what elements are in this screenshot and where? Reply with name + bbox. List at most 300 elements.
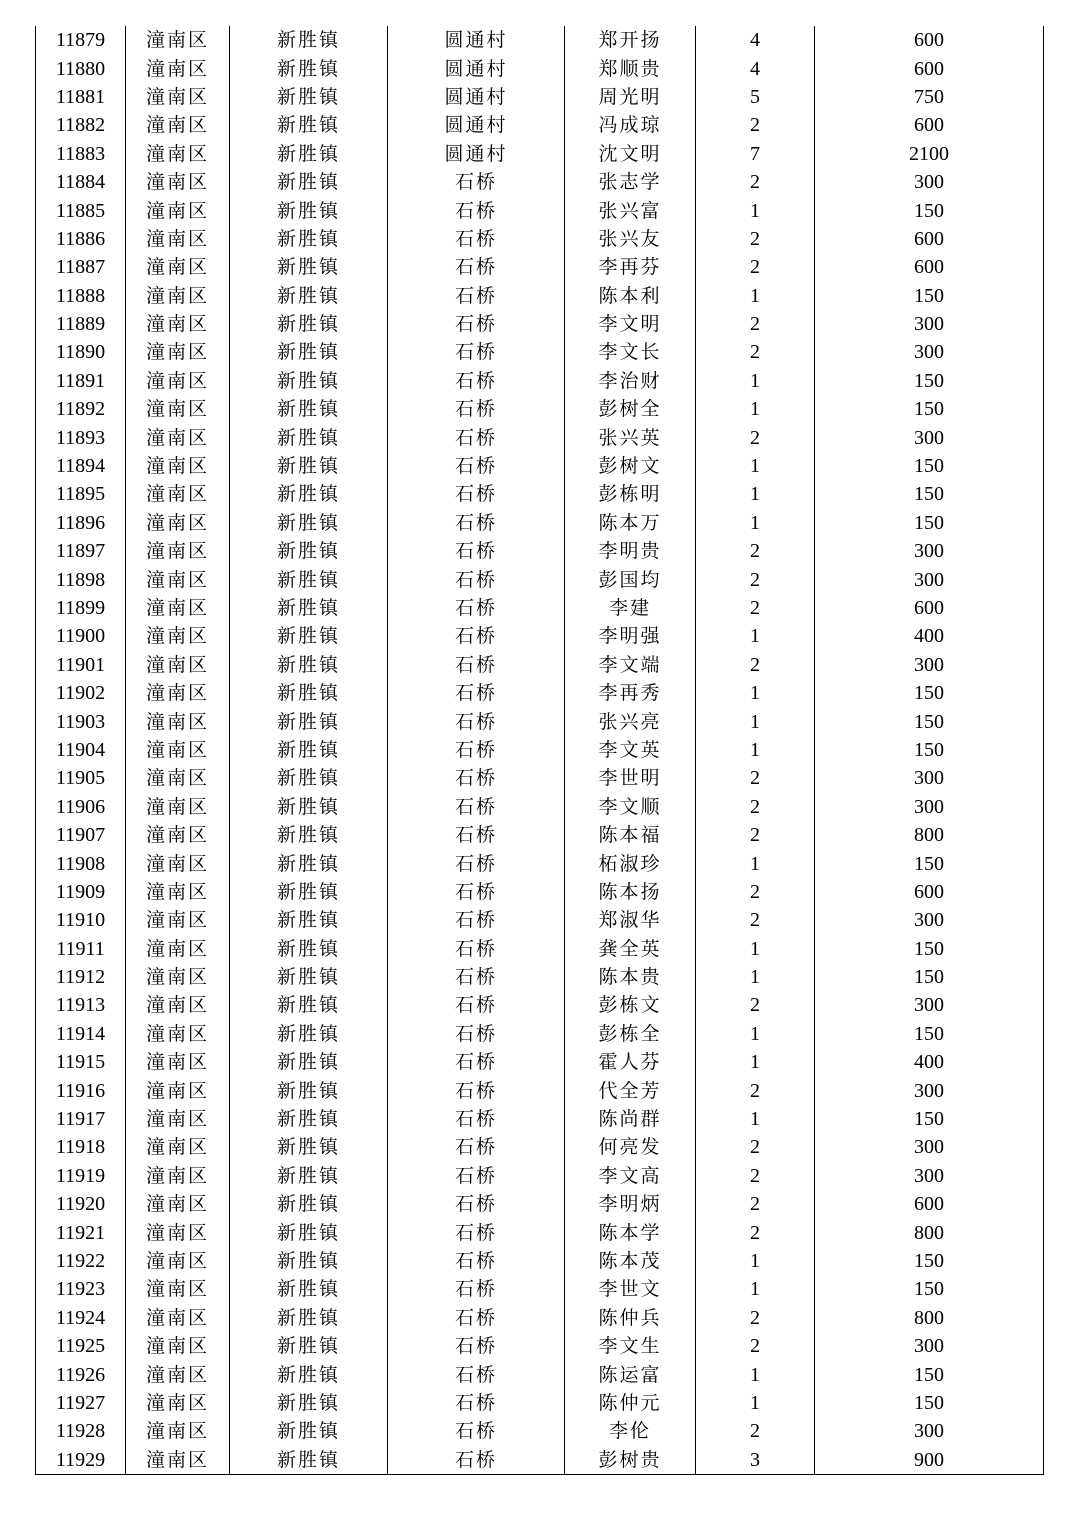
village-cell: 石桥 <box>388 679 565 707</box>
count-cell: 2 <box>696 225 815 253</box>
table-row <box>36 480 1044 508</box>
record-number: 11928 <box>36 1417 126 1445</box>
amount-cell: 150 <box>815 282 1044 310</box>
name-cell: 李建 <box>565 594 696 622</box>
village-cell: 石桥 <box>388 878 565 906</box>
name-cell: 何亮发 <box>565 1133 696 1161</box>
count-cell: 1 <box>696 1275 815 1303</box>
table-row <box>36 111 1044 139</box>
town-cell: 新胜镇 <box>230 1304 388 1332</box>
district-cell: 潼南区 <box>126 1076 230 1104</box>
count-cell: 2 <box>696 1162 815 1190</box>
district-cell: 潼南区 <box>126 764 230 792</box>
record-number: 11909 <box>36 878 126 906</box>
town-cell: 新胜镇 <box>230 338 388 366</box>
district-cell: 潼南区 <box>126 168 230 196</box>
village-cell: 石桥 <box>388 1360 565 1388</box>
town-cell: 新胜镇 <box>230 878 388 906</box>
count-cell: 1 <box>696 282 815 310</box>
village-cell: 石桥 <box>388 1218 565 1246</box>
table-row <box>36 196 1044 224</box>
town-cell: 新胜镇 <box>230 1275 388 1303</box>
record-number: 11895 <box>36 480 126 508</box>
record-number: 11919 <box>36 1162 126 1190</box>
record-number: 11911 <box>36 935 126 963</box>
town-cell: 新胜镇 <box>230 395 388 423</box>
count-cell: 1 <box>696 196 815 224</box>
town-cell: 新胜镇 <box>230 1105 388 1133</box>
district-cell: 潼南区 <box>126 1446 230 1475</box>
count-cell: 2 <box>696 565 815 593</box>
village-cell: 圆通村 <box>388 140 565 168</box>
name-cell: 李文长 <box>565 338 696 366</box>
town-cell: 新胜镇 <box>230 26 388 54</box>
record-number: 11882 <box>36 111 126 139</box>
district-cell: 潼南区 <box>126 367 230 395</box>
name-cell: 陈尚群 <box>565 1105 696 1133</box>
table-row <box>36 225 1044 253</box>
name-cell: 陈本扬 <box>565 878 696 906</box>
name-cell: 陈仲兵 <box>565 1304 696 1332</box>
name-cell: 彭树贵 <box>565 1446 696 1475</box>
record-number: 11901 <box>36 651 126 679</box>
amount-cell: 600 <box>815 26 1044 54</box>
count-cell: 2 <box>696 793 815 821</box>
name-cell: 陈本贵 <box>565 963 696 991</box>
town-cell: 新胜镇 <box>230 509 388 537</box>
amount-cell: 300 <box>815 1162 1044 1190</box>
village-cell: 石桥 <box>388 225 565 253</box>
record-number: 11918 <box>36 1133 126 1161</box>
town-cell: 新胜镇 <box>230 1076 388 1104</box>
village-cell: 石桥 <box>388 565 565 593</box>
amount-cell: 150 <box>815 367 1044 395</box>
record-number: 11915 <box>36 1048 126 1076</box>
village-cell: 石桥 <box>388 1332 565 1360</box>
amount-cell: 600 <box>815 1190 1044 1218</box>
table-row <box>36 736 1044 764</box>
table-row <box>36 338 1044 366</box>
district-cell: 潼南区 <box>126 651 230 679</box>
amount-cell: 150 <box>815 849 1044 877</box>
record-number: 11879 <box>36 26 126 54</box>
name-cell: 李文顺 <box>565 793 696 821</box>
amount-cell: 150 <box>815 1389 1044 1417</box>
table-row <box>36 1304 1044 1332</box>
village-cell: 石桥 <box>388 1020 565 1048</box>
district-cell: 潼南区 <box>126 935 230 963</box>
record-number: 11896 <box>36 509 126 537</box>
name-cell: 陈本利 <box>565 282 696 310</box>
district-cell: 潼南区 <box>126 509 230 537</box>
district-cell: 潼南区 <box>126 1247 230 1275</box>
village-cell: 石桥 <box>388 707 565 735</box>
district-cell: 潼南区 <box>126 1133 230 1161</box>
district-cell: 潼南区 <box>126 111 230 139</box>
table-row <box>36 1133 1044 1161</box>
table-row <box>36 1332 1044 1360</box>
village-cell: 石桥 <box>388 935 565 963</box>
table-row <box>36 83 1044 111</box>
amount-cell: 150 <box>815 1275 1044 1303</box>
town-cell: 新胜镇 <box>230 225 388 253</box>
name-cell: 彭栋明 <box>565 480 696 508</box>
amount-cell: 150 <box>815 963 1044 991</box>
district-cell: 潼南区 <box>126 196 230 224</box>
district-cell: 潼南区 <box>126 140 230 168</box>
record-number: 11888 <box>36 282 126 310</box>
table-row <box>36 310 1044 338</box>
amount-cell: 150 <box>815 1020 1044 1048</box>
town-cell: 新胜镇 <box>230 1218 388 1246</box>
amount-cell: 300 <box>815 565 1044 593</box>
table-row <box>36 1218 1044 1246</box>
district-cell: 潼南区 <box>126 338 230 366</box>
record-number: 11907 <box>36 821 126 849</box>
table-row <box>36 367 1044 395</box>
district-cell: 潼南区 <box>126 849 230 877</box>
name-cell: 彭树全 <box>565 395 696 423</box>
district-cell: 潼南区 <box>126 991 230 1019</box>
count-cell: 2 <box>696 537 815 565</box>
district-cell: 潼南区 <box>126 1389 230 1417</box>
table-row <box>36 1105 1044 1133</box>
district-cell: 潼南区 <box>126 736 230 764</box>
name-cell: 张兴亮 <box>565 707 696 735</box>
record-number: 11929 <box>36 1446 126 1475</box>
count-cell: 2 <box>696 906 815 934</box>
town-cell: 新胜镇 <box>230 651 388 679</box>
name-cell: 彭栋全 <box>565 1020 696 1048</box>
town-cell: 新胜镇 <box>230 991 388 1019</box>
district-cell: 潼南区 <box>126 1332 230 1360</box>
amount-cell: 300 <box>815 338 1044 366</box>
district-cell: 潼南区 <box>126 83 230 111</box>
name-cell: 李世明 <box>565 764 696 792</box>
name-cell: 彭栋文 <box>565 991 696 1019</box>
data-table <box>35 26 1044 1475</box>
count-cell: 1 <box>696 1048 815 1076</box>
count-cell: 2 <box>696 651 815 679</box>
table-row <box>36 935 1044 963</box>
village-cell: 石桥 <box>388 480 565 508</box>
village-cell: 圆通村 <box>388 83 565 111</box>
village-cell: 石桥 <box>388 253 565 281</box>
village-cell: 石桥 <box>388 991 565 1019</box>
record-number: 11926 <box>36 1360 126 1388</box>
town-cell: 新胜镇 <box>230 1020 388 1048</box>
town-cell: 新胜镇 <box>230 963 388 991</box>
record-number: 11917 <box>36 1105 126 1133</box>
town-cell: 新胜镇 <box>230 764 388 792</box>
name-cell: 沈文明 <box>565 140 696 168</box>
name-cell: 李文生 <box>565 1332 696 1360</box>
amount-cell: 300 <box>815 651 1044 679</box>
village-cell: 石桥 <box>388 1105 565 1133</box>
count-cell: 3 <box>696 1446 815 1475</box>
district-cell: 潼南区 <box>126 1304 230 1332</box>
table-row <box>36 168 1044 196</box>
name-cell: 李再秀 <box>565 679 696 707</box>
district-cell: 潼南区 <box>126 1417 230 1445</box>
name-cell: 柘淑珍 <box>565 849 696 877</box>
district-cell: 潼南区 <box>126 395 230 423</box>
name-cell: 李世文 <box>565 1275 696 1303</box>
table-row <box>36 1446 1044 1475</box>
count-cell: 1 <box>696 707 815 735</box>
record-number: 11923 <box>36 1275 126 1303</box>
name-cell: 陈运富 <box>565 1360 696 1388</box>
village-cell: 石桥 <box>388 906 565 934</box>
village-cell: 石桥 <box>388 423 565 451</box>
village-cell: 石桥 <box>388 1162 565 1190</box>
village-cell: 石桥 <box>388 764 565 792</box>
name-cell: 郑顺贵 <box>565 54 696 82</box>
count-cell: 1 <box>696 1389 815 1417</box>
table-row <box>36 537 1044 565</box>
record-number: 11889 <box>36 310 126 338</box>
village-cell: 圆通村 <box>388 111 565 139</box>
amount-cell: 600 <box>815 594 1044 622</box>
district-cell: 潼南区 <box>126 1190 230 1218</box>
count-cell: 4 <box>696 54 815 82</box>
amount-cell: 400 <box>815 622 1044 650</box>
table-row <box>36 1076 1044 1104</box>
record-number: 11910 <box>36 906 126 934</box>
amount-cell: 750 <box>815 83 1044 111</box>
district-cell: 潼南区 <box>126 452 230 480</box>
name-cell: 李明强 <box>565 622 696 650</box>
village-cell: 石桥 <box>388 1304 565 1332</box>
table-row <box>36 1190 1044 1218</box>
amount-cell: 900 <box>815 1446 1044 1475</box>
count-cell: 2 <box>696 878 815 906</box>
count-cell: 7 <box>696 140 815 168</box>
district-cell: 潼南区 <box>126 225 230 253</box>
district-cell: 潼南区 <box>126 1218 230 1246</box>
count-cell: 2 <box>696 1190 815 1218</box>
name-cell: 龚全英 <box>565 935 696 963</box>
record-number: 11920 <box>36 1190 126 1218</box>
town-cell: 新胜镇 <box>230 1190 388 1218</box>
amount-cell: 600 <box>815 225 1044 253</box>
village-cell: 石桥 <box>388 310 565 338</box>
count-cell: 1 <box>696 480 815 508</box>
name-cell: 李文端 <box>565 651 696 679</box>
record-number: 11905 <box>36 764 126 792</box>
record-number: 11884 <box>36 168 126 196</box>
village-cell: 石桥 <box>388 168 565 196</box>
record-number: 11899 <box>36 594 126 622</box>
record-number: 11924 <box>36 1304 126 1332</box>
village-cell: 石桥 <box>388 793 565 821</box>
district-cell: 潼南区 <box>126 1020 230 1048</box>
amount-cell: 150 <box>815 452 1044 480</box>
count-cell: 2 <box>696 338 815 366</box>
table-row <box>36 395 1044 423</box>
table-row <box>36 707 1044 735</box>
table-row <box>36 565 1044 593</box>
village-cell: 石桥 <box>388 367 565 395</box>
district-cell: 潼南区 <box>126 622 230 650</box>
table-row <box>36 54 1044 82</box>
town-cell: 新胜镇 <box>230 707 388 735</box>
count-cell: 2 <box>696 423 815 451</box>
amount-cell: 150 <box>815 679 1044 707</box>
district-cell: 潼南区 <box>126 793 230 821</box>
amount-cell: 150 <box>815 480 1044 508</box>
amount-cell: 150 <box>815 707 1044 735</box>
table-row <box>36 622 1044 650</box>
record-number: 11887 <box>36 253 126 281</box>
name-cell: 张兴友 <box>565 225 696 253</box>
town-cell: 新胜镇 <box>230 679 388 707</box>
table-row <box>36 140 1044 168</box>
town-cell: 新胜镇 <box>230 253 388 281</box>
village-cell: 石桥 <box>388 849 565 877</box>
amount-cell: 150 <box>815 935 1044 963</box>
table-row <box>36 1417 1044 1445</box>
count-cell: 2 <box>696 1218 815 1246</box>
count-cell: 2 <box>696 168 815 196</box>
amount-cell: 300 <box>815 1133 1044 1161</box>
count-cell: 2 <box>696 1304 815 1332</box>
village-cell: 石桥 <box>388 1446 565 1475</box>
name-cell: 李明炳 <box>565 1190 696 1218</box>
amount-cell: 600 <box>815 253 1044 281</box>
record-number: 11893 <box>36 423 126 451</box>
name-cell: 张兴富 <box>565 196 696 224</box>
amount-cell: 300 <box>815 1332 1044 1360</box>
count-cell: 2 <box>696 594 815 622</box>
amount-cell: 300 <box>815 1417 1044 1445</box>
village-cell: 石桥 <box>388 1417 565 1445</box>
village-cell: 石桥 <box>388 282 565 310</box>
name-cell: 李治财 <box>565 367 696 395</box>
district-cell: 潼南区 <box>126 565 230 593</box>
amount-cell: 150 <box>815 509 1044 537</box>
table-row <box>36 793 1044 821</box>
amount-cell: 150 <box>815 395 1044 423</box>
name-cell: 代全芳 <box>565 1076 696 1104</box>
village-cell: 石桥 <box>388 1275 565 1303</box>
name-cell: 李再芬 <box>565 253 696 281</box>
record-number: 11890 <box>36 338 126 366</box>
town-cell: 新胜镇 <box>230 1446 388 1475</box>
town-cell: 新胜镇 <box>230 622 388 650</box>
town-cell: 新胜镇 <box>230 1332 388 1360</box>
amount-cell: 300 <box>815 310 1044 338</box>
village-cell: 石桥 <box>388 1076 565 1104</box>
amount-cell: 800 <box>815 1304 1044 1332</box>
name-cell: 李文英 <box>565 736 696 764</box>
record-number: 11914 <box>36 1020 126 1048</box>
town-cell: 新胜镇 <box>230 168 388 196</box>
town-cell: 新胜镇 <box>230 594 388 622</box>
village-cell: 石桥 <box>388 1389 565 1417</box>
village-cell: 圆通村 <box>388 26 565 54</box>
district-cell: 潼南区 <box>126 679 230 707</box>
town-cell: 新胜镇 <box>230 1247 388 1275</box>
count-cell: 1 <box>696 367 815 395</box>
village-cell: 石桥 <box>388 537 565 565</box>
count-cell: 1 <box>696 935 815 963</box>
record-number: 11883 <box>36 140 126 168</box>
district-cell: 潼南区 <box>126 26 230 54</box>
town-cell: 新胜镇 <box>230 1162 388 1190</box>
count-cell: 2 <box>696 1076 815 1104</box>
record-number: 11880 <box>36 54 126 82</box>
count-cell: 2 <box>696 991 815 1019</box>
name-cell: 郑淑华 <box>565 906 696 934</box>
name-cell: 陈仲元 <box>565 1389 696 1417</box>
record-number: 11892 <box>36 395 126 423</box>
table-row <box>36 764 1044 792</box>
count-cell: 1 <box>696 736 815 764</box>
amount-cell: 300 <box>815 793 1044 821</box>
count-cell: 1 <box>696 1105 815 1133</box>
town-cell: 新胜镇 <box>230 196 388 224</box>
record-number: 11897 <box>36 537 126 565</box>
town-cell: 新胜镇 <box>230 111 388 139</box>
record-number: 11903 <box>36 707 126 735</box>
record-number: 11886 <box>36 225 126 253</box>
table-row <box>36 1162 1044 1190</box>
town-cell: 新胜镇 <box>230 140 388 168</box>
count-cell: 2 <box>696 310 815 338</box>
district-cell: 潼南区 <box>126 963 230 991</box>
count-cell: 1 <box>696 963 815 991</box>
table-row <box>36 1048 1044 1076</box>
district-cell: 潼南区 <box>126 480 230 508</box>
table-row <box>36 452 1044 480</box>
amount-cell: 600 <box>815 111 1044 139</box>
village-cell: 石桥 <box>388 651 565 679</box>
town-cell: 新胜镇 <box>230 1360 388 1388</box>
town-cell: 新胜镇 <box>230 310 388 338</box>
table-row <box>36 594 1044 622</box>
name-cell: 郑开扬 <box>565 26 696 54</box>
district-cell: 潼南区 <box>126 878 230 906</box>
record-number: 11921 <box>36 1218 126 1246</box>
count-cell: 1 <box>696 395 815 423</box>
count-cell: 2 <box>696 1332 815 1360</box>
amount-cell: 150 <box>815 1360 1044 1388</box>
village-cell: 石桥 <box>388 963 565 991</box>
record-number: 11885 <box>36 196 126 224</box>
district-cell: 潼南区 <box>126 1275 230 1303</box>
amount-cell: 300 <box>815 991 1044 1019</box>
village-cell: 石桥 <box>388 1190 565 1218</box>
count-cell: 2 <box>696 821 815 849</box>
count-cell: 2 <box>696 253 815 281</box>
village-cell: 石桥 <box>388 622 565 650</box>
town-cell: 新胜镇 <box>230 367 388 395</box>
town-cell: 新胜镇 <box>230 906 388 934</box>
count-cell: 1 <box>696 1360 815 1388</box>
town-cell: 新胜镇 <box>230 849 388 877</box>
table-row <box>36 991 1044 1019</box>
table-row <box>36 1360 1044 1388</box>
district-cell: 潼南区 <box>126 54 230 82</box>
count-cell: 5 <box>696 83 815 111</box>
district-cell: 潼南区 <box>126 1162 230 1190</box>
table-row <box>36 253 1044 281</box>
district-cell: 潼南区 <box>126 1105 230 1133</box>
name-cell: 李文明 <box>565 310 696 338</box>
record-number: 11927 <box>36 1389 126 1417</box>
town-cell: 新胜镇 <box>230 736 388 764</box>
